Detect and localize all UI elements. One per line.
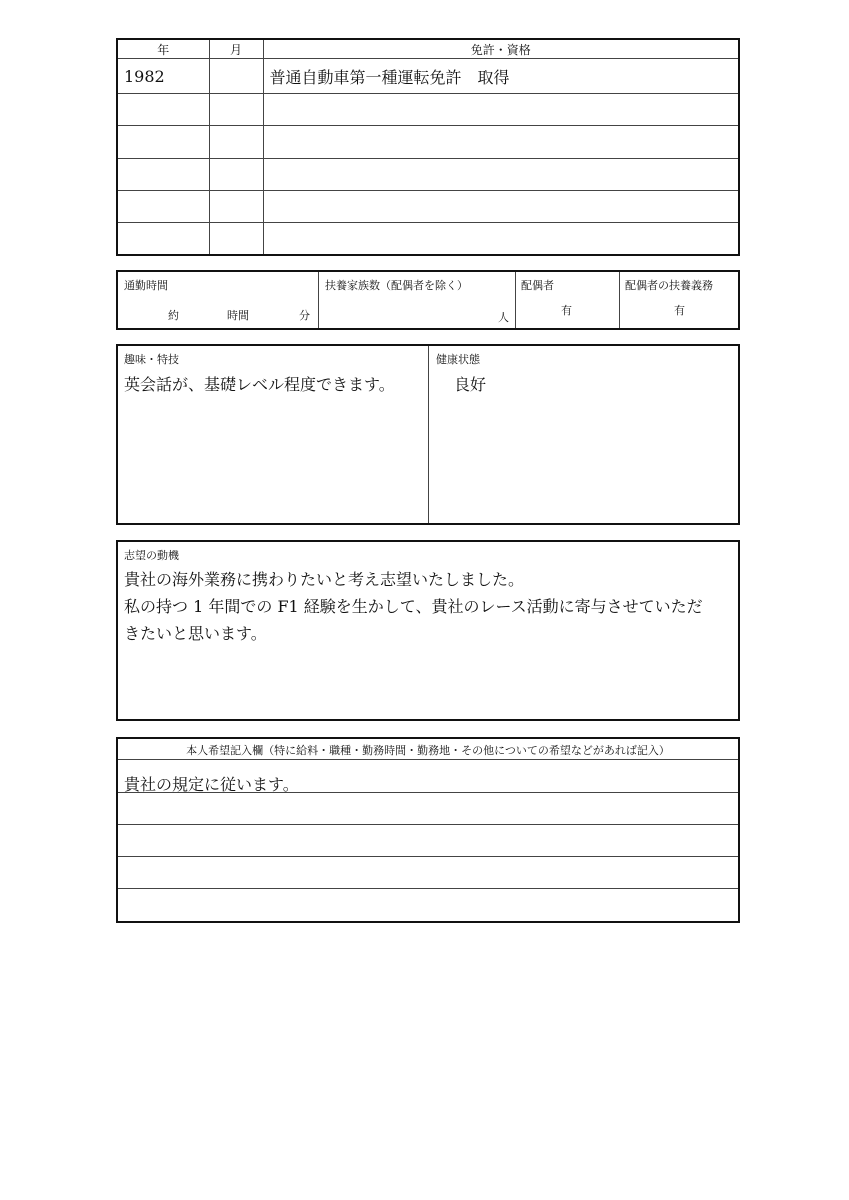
spouse-label: 配偶者 (521, 279, 554, 292)
motivation-line: きたいと思います。 (124, 624, 267, 643)
license-month[interactable] (209, 222, 263, 255)
license-row (117, 158, 739, 190)
license-header-item: 免許・資格 (263, 39, 739, 59)
motivation-label: 志望の動機 (124, 549, 179, 562)
request-section (116, 737, 740, 923)
license-row (117, 94, 739, 126)
hobby-label: 趣味・特技 (124, 353, 179, 366)
motivation-line: 私の持つ 1 年間での F1 経験を生かして、貴社のレース活動に寄与させていただ (124, 597, 703, 616)
request-label: 本人希望記入欄（特に給料・職種・勤務時間・勤務地・その他についての希望などがあれば記入） (186, 744, 670, 757)
license-row (117, 222, 739, 255)
spouse-support-label: 配偶者の扶養義務 (625, 279, 713, 292)
license-month[interactable] (209, 126, 263, 158)
health-value[interactable]: 良好 (454, 375, 487, 394)
license-year[interactable]: 1982 (117, 59, 209, 94)
license-item[interactable] (263, 126, 739, 158)
divider (318, 272, 319, 328)
license-row (117, 190, 739, 222)
commute-approx: 約 (168, 309, 179, 322)
divider (428, 346, 429, 523)
commute-minutes-unit: 分 (299, 309, 310, 322)
motivation-text[interactable] (124, 566, 730, 647)
commute-hours-unit: 時間 (227, 309, 249, 322)
health-label: 健康状態 (436, 353, 480, 366)
license-header-month: 月 (209, 39, 263, 59)
request-rule (118, 824, 738, 825)
dependents-label: 扶養家族数（配偶者を除く） (325, 279, 468, 292)
spouse-support-value[interactable]: 有 (674, 304, 685, 317)
motivation-section (116, 540, 740, 721)
license-item[interactable] (263, 190, 739, 222)
dependents-unit: 人 (498, 311, 509, 324)
license-item[interactable] (263, 158, 739, 190)
license-row (117, 59, 739, 94)
license-item[interactable] (263, 222, 739, 255)
license-year[interactable] (117, 126, 209, 158)
license-header-year: 年 (117, 39, 209, 59)
request-rule (118, 856, 738, 857)
license-item[interactable] (263, 94, 739, 126)
license-year[interactable] (117, 222, 209, 255)
license-item[interactable]: 普通自動車第一種運転免許 取得 (263, 59, 739, 94)
request-rule (118, 759, 738, 760)
license-year[interactable] (117, 190, 209, 222)
license-month[interactable] (209, 59, 263, 94)
request-rule (118, 888, 738, 889)
spouse-value[interactable]: 有 (561, 304, 572, 317)
request-rule (118, 792, 738, 793)
license-month[interactable] (209, 190, 263, 222)
license-month[interactable] (209, 94, 263, 126)
commute-section (116, 270, 740, 330)
hobby-health-section (116, 344, 740, 525)
request-value[interactable]: 貴社の規定に従います。 (124, 775, 299, 794)
divider (515, 272, 516, 328)
license-month[interactable] (209, 158, 263, 190)
license-year[interactable] (117, 94, 209, 126)
license-year[interactable] (117, 158, 209, 190)
divider (619, 272, 620, 328)
license-header-row (117, 39, 739, 59)
commute-label: 通勤時間 (124, 279, 168, 292)
license-row (117, 126, 739, 158)
hobby-value[interactable]: 英会話が、基礎レベル程度できます。 (124, 375, 395, 394)
license-table (116, 38, 740, 256)
motivation-line: 貴社の海外業務に携わりたいと考え志望いたしました。 (124, 570, 525, 589)
